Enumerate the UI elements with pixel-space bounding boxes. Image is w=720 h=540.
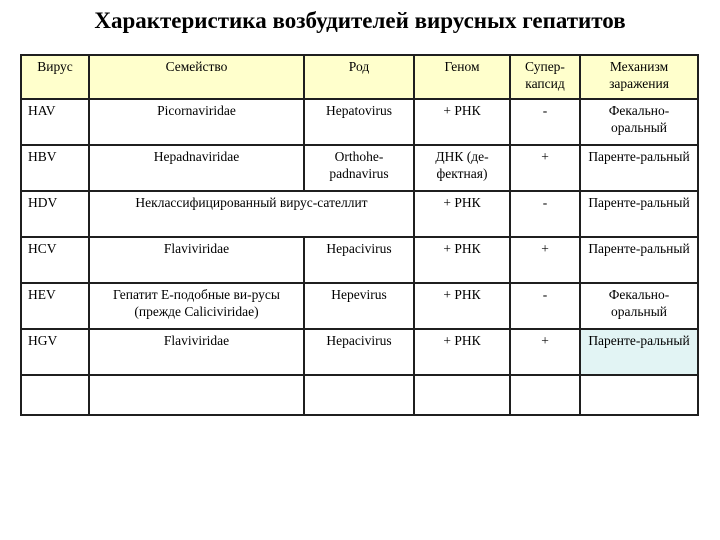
cell-supercapsid: -	[510, 283, 580, 329]
cell-genus: Hepacivirus	[304, 329, 414, 375]
cell-supercapsid: -	[510, 99, 580, 145]
cell-genus: Hepacivirus	[304, 237, 414, 283]
header-family: Семейство	[89, 55, 304, 99]
cell-virus: HDV	[21, 191, 89, 237]
table-row	[21, 329, 698, 375]
cell-virus: HCV	[21, 237, 89, 283]
cell-mechanism-highlighted: Паренте-ральный	[580, 329, 698, 375]
table-row	[21, 237, 698, 283]
cell-mechanism: Фекально-оральный	[580, 283, 698, 329]
cell-empty	[89, 375, 304, 415]
cell-family: Flaviviridae	[89, 237, 304, 283]
table-row	[21, 191, 698, 237]
cell-supercapsid: +	[510, 237, 580, 283]
cell-supercapsid: +	[510, 329, 580, 375]
cell-mechanism: Фекально-оральный	[580, 99, 698, 145]
virus-characteristics-table	[20, 54, 699, 416]
table-row	[21, 99, 698, 145]
header-genus: Род	[304, 55, 414, 99]
cell-family: Hepadnaviridae	[89, 145, 304, 191]
table-row	[21, 283, 698, 329]
cell-genus: Hepevirus	[304, 283, 414, 329]
cell-genome: + РНК	[414, 237, 510, 283]
cell-genus: Hepatovirus	[304, 99, 414, 145]
cell-mechanism: Паренте-ральный	[580, 237, 698, 283]
cell-virus: HAV	[21, 99, 89, 145]
cell-genome: ДНК (де-фектная)	[414, 145, 510, 191]
cell-empty	[510, 375, 580, 415]
cell-supercapsid: +	[510, 145, 580, 191]
cell-family: Гепатит Е-подобные ви-русы (прежде Caliciviridae)	[89, 283, 304, 329]
cell-genome: + РНК	[414, 191, 510, 237]
table-row-empty	[21, 375, 698, 415]
table-row	[21, 145, 698, 191]
cell-supercapsid: -	[510, 191, 580, 237]
cell-family-genus-merged: Неклассифицированный вирус-сателлит	[89, 191, 414, 237]
cell-family: Picornaviridae	[89, 99, 304, 145]
cell-empty	[580, 375, 698, 415]
cell-empty	[304, 375, 414, 415]
header-virus: Вирус	[21, 55, 89, 99]
cell-virus: HBV	[21, 145, 89, 191]
cell-empty	[414, 375, 510, 415]
page-title: Характеристика возбудителей вирусных гепатитов	[94, 8, 626, 33]
cell-genus: Orthohe-padnavirus	[304, 145, 414, 191]
cell-mechanism: Паренте-ральный	[580, 145, 698, 191]
cell-mechanism: Паренте-ральный	[580, 191, 698, 237]
cell-family: Flaviviridae	[89, 329, 304, 375]
cell-virus: HEV	[21, 283, 89, 329]
table-header-row	[21, 55, 698, 99]
cell-genome: + РНК	[414, 99, 510, 145]
cell-virus: HGV	[21, 329, 89, 375]
cell-genome: + РНК	[414, 283, 510, 329]
cell-empty	[21, 375, 89, 415]
cell-genome: + РНК	[414, 329, 510, 375]
header-genome: Геном	[414, 55, 510, 99]
header-mechanism: Механизм заражения	[580, 55, 698, 99]
header-supercapsid: Супер-капсид	[510, 55, 580, 99]
